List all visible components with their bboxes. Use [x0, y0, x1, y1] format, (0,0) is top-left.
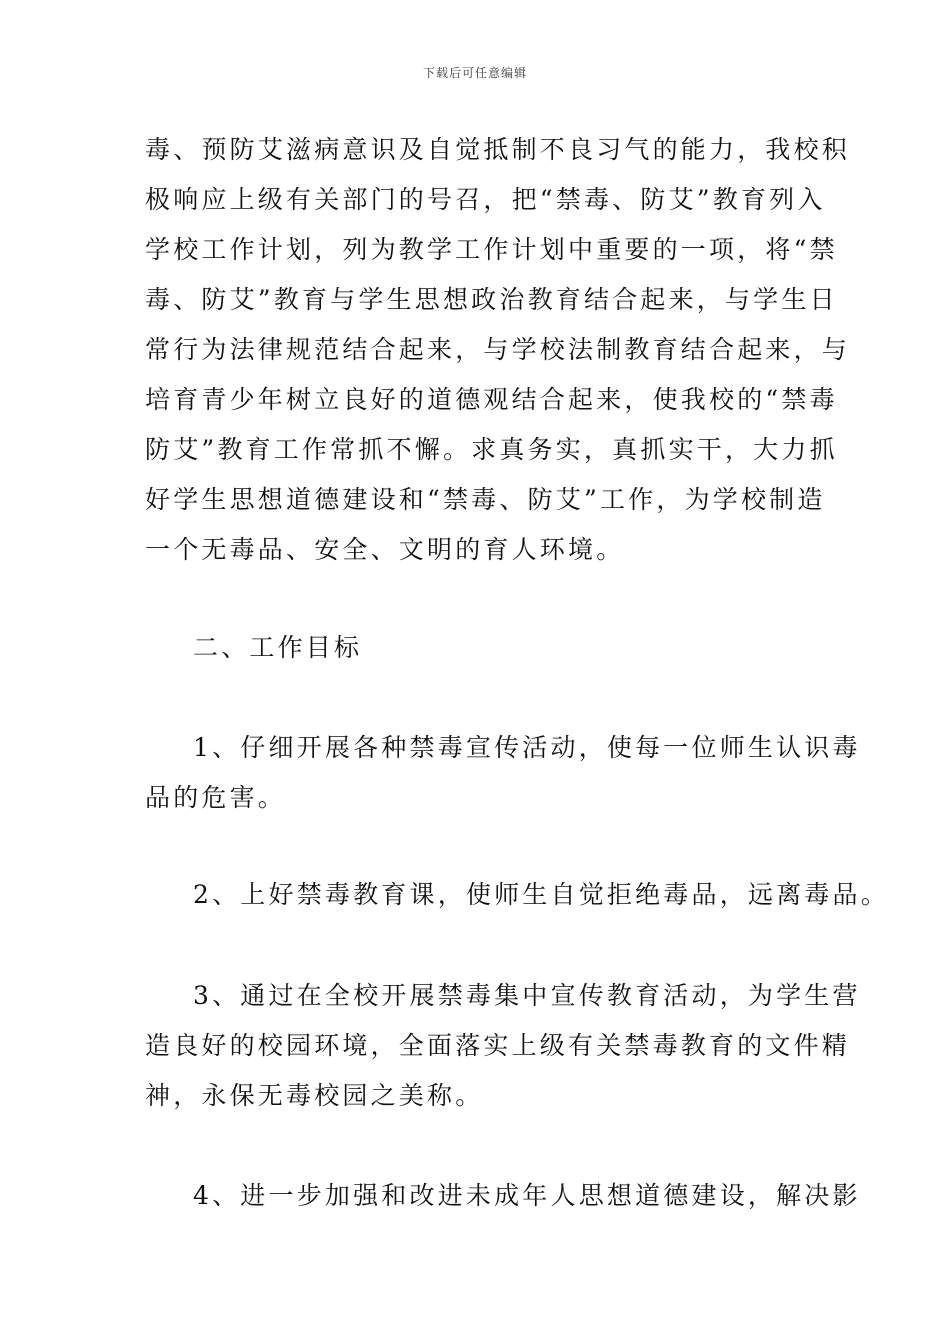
goal-line: 神，永保无毒校园之美称。: [145, 1081, 484, 1110]
paragraph-line: 一个无毒品、安全、文明的育人环境。: [145, 535, 625, 564]
paragraph-line: 毒、预防艾滋病意识及自觉抵制不良习气的能力，我校积: [145, 135, 851, 164]
paragraph-line: 极响应上级有关部门的号召，把“禁毒、防艾”教育列入: [145, 185, 826, 214]
paragraph-line: 学校工作计划，列为教学工作计划中重要的一项，将“禁: [145, 235, 838, 264]
section-heading: 二、工作目标: [193, 633, 363, 662]
paragraph-line: 培育青少年树立良好的道德观结合起来，使我校的“禁毒: [145, 385, 838, 414]
paragraph-line: 好学生思想道德建设和“禁毒、防艾”工作，为学校制造: [145, 485, 826, 514]
goal-line: 造良好的校园环境，全面落实上级有关禁毒教育的文件精: [145, 1031, 851, 1060]
goal-line: 3、通过在全校开展禁毒集中宣传教育活动，为学生营: [193, 981, 861, 1010]
paragraph-line: 毒、防艾”教育与学生思想政治教育结合起来，与学生日: [145, 285, 838, 314]
paragraph-line: 常行为法律规范结合起来，与学校法制教育结合起来，与: [145, 335, 851, 364]
goal-line: 品的危害。: [145, 783, 287, 812]
goal-line: 4、进一步加强和改进未成年人思想道德建设，解决影: [193, 1181, 861, 1210]
goal-line: 2、上好禁毒教育课，使师生自觉拒绝毒品，远离毒品。: [193, 880, 889, 909]
paragraph-line: 防艾”教育工作常抓不懈。求真务实，真抓实干，大力抓: [145, 435, 838, 464]
page-header: 下载后可任意编辑: [422, 66, 527, 80]
goal-line: 1、仔细开展各种禁毒宣传活动，使每一位师生认识毒: [193, 733, 861, 762]
